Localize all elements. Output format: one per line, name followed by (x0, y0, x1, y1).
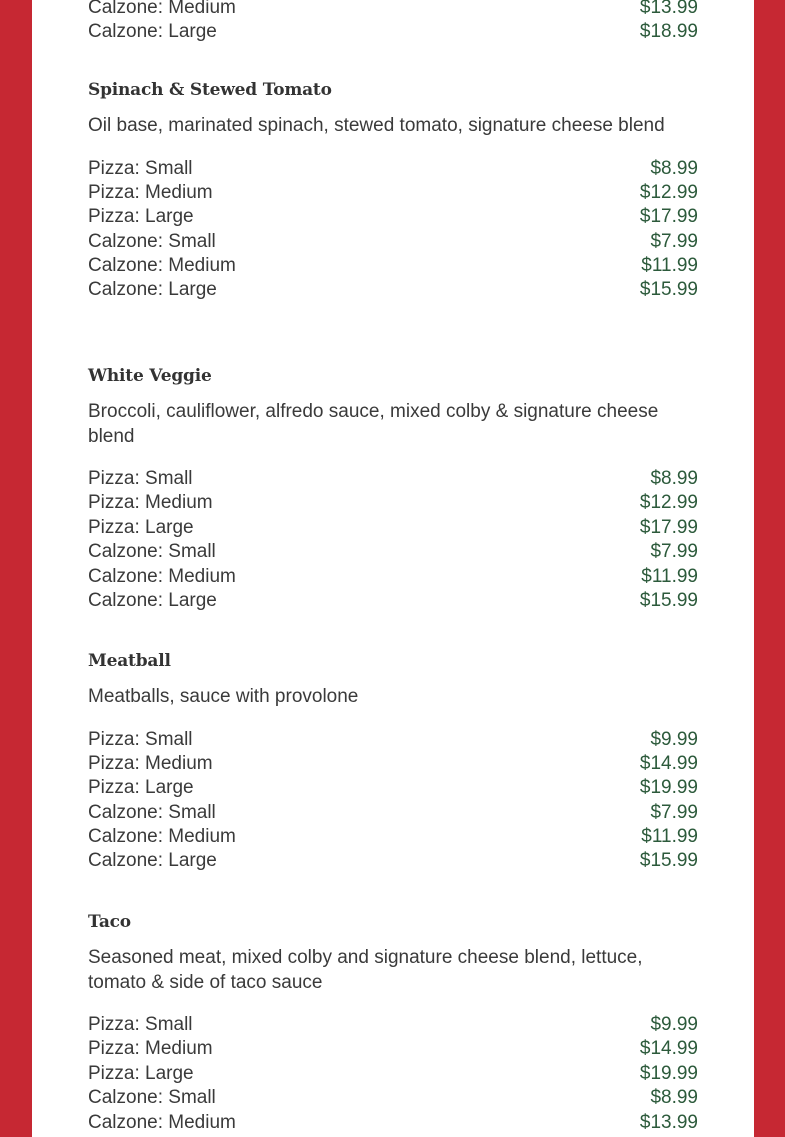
price: $9.99 (650, 1014, 698, 1035)
size-label: Pizza: Small (88, 157, 193, 179)
price-row (88, 801, 698, 825)
price-row (88, 1086, 698, 1110)
price-row (88, 278, 698, 302)
menu-item (88, 909, 698, 1135)
price: $17.99 (639, 206, 698, 228)
price: $8.99 (650, 468, 698, 489)
size-label: Calzone: Small (88, 801, 216, 823)
price: $11.99 (641, 565, 698, 587)
size-label: Calzone: Small (88, 230, 216, 252)
price-row (88, 849, 698, 873)
price: $14.99 (639, 1038, 698, 1060)
price: $12.99 (639, 181, 698, 203)
size-label: Calzone: Large (88, 21, 217, 43)
price-row (88, 1013, 698, 1037)
price: $13.99 (639, 0, 698, 18)
price-row (88, 467, 698, 491)
item-description: Seasoned meat, mixed colby and signature cheese blend, lettuce, tomato & side of taco sauce (88, 947, 643, 993)
menu-panel (32, 0, 754, 1137)
price: $9.99 (650, 728, 698, 750)
price-row (88, 491, 698, 515)
menu-item (88, 363, 698, 613)
size-label: Calzone: Small (88, 1087, 216, 1109)
price: $15.99 (639, 589, 698, 611)
price: $11.99 (641, 255, 698, 277)
item-description: Oil base, marinated spinach, stewed tomato, signature cheese blend (88, 115, 665, 136)
price: $17.99 (639, 516, 698, 538)
menu-item (88, 648, 698, 874)
price: $19.99 (639, 1062, 698, 1084)
size-label: Pizza: Small (88, 1014, 193, 1035)
price-row (88, 728, 698, 752)
price-row (88, 205, 698, 229)
price: $14.99 (639, 752, 698, 774)
size-label: Pizza: Large (88, 206, 194, 228)
size-label: Pizza: Medium (88, 181, 213, 203)
price: $19.99 (639, 777, 698, 799)
price: $15.99 (639, 850, 698, 872)
price: $15.99 (639, 279, 698, 301)
price-row (88, 254, 698, 278)
price-row (88, 1062, 698, 1086)
size-label: Calzone: Medium (88, 565, 236, 587)
price-row (88, 181, 698, 205)
menu-item (88, 77, 698, 303)
price: $7.99 (650, 230, 698, 252)
price: $8.99 (650, 1087, 698, 1109)
size-label: Pizza: Large (88, 1062, 194, 1084)
price-row (88, 0, 698, 20)
price: $7.99 (650, 541, 698, 563)
price-row (88, 540, 698, 564)
price-row (88, 20, 698, 44)
price: $18.99 (639, 21, 698, 43)
price-row (88, 516, 698, 540)
price-row (88, 1037, 698, 1061)
size-label: Pizza: Medium (88, 752, 213, 774)
size-label: Calzone: Large (88, 589, 217, 611)
price-row (88, 157, 698, 181)
item-title: Spinach & Stewed Tomato (88, 80, 332, 100)
price: $12.99 (639, 492, 698, 514)
size-label: Pizza: Large (88, 777, 194, 799)
item-title: Meatball (88, 651, 171, 671)
size-label: Calzone: Medium (88, 0, 236, 18)
price-row (88, 589, 698, 613)
price: $11.99 (641, 826, 698, 848)
size-label: Calzone: Medium (88, 255, 236, 277)
size-label: Calzone: Medium (88, 1111, 236, 1133)
size-label: Pizza: Medium (88, 1038, 213, 1060)
item-description: Meatballs, sauce with provolone (88, 686, 359, 707)
price-row (88, 565, 698, 589)
size-label: Calzone: Large (88, 850, 217, 872)
size-label: Pizza: Medium (88, 492, 213, 514)
price-row (88, 776, 698, 800)
menu-item-partial (88, 0, 698, 45)
price: $7.99 (650, 801, 698, 823)
item-description: Broccoli, cauliflower, alfredo sauce, mixed colby & signature cheese blend (88, 401, 659, 447)
price: $13.99 (639, 1111, 698, 1133)
size-label: Pizza: Large (88, 516, 194, 538)
item-title: White Veggie (88, 366, 212, 386)
price-row (88, 230, 698, 254)
item-title: Taco (88, 912, 131, 932)
size-label: Calzone: Small (88, 541, 216, 563)
price-row (88, 1111, 698, 1135)
price-row (88, 825, 698, 849)
size-label: Pizza: Small (88, 468, 193, 489)
price: $8.99 (650, 157, 698, 179)
size-label: Calzone: Medium (88, 826, 236, 848)
size-label: Pizza: Small (88, 728, 193, 750)
size-label: Calzone: Large (88, 279, 217, 301)
price-row (88, 752, 698, 776)
